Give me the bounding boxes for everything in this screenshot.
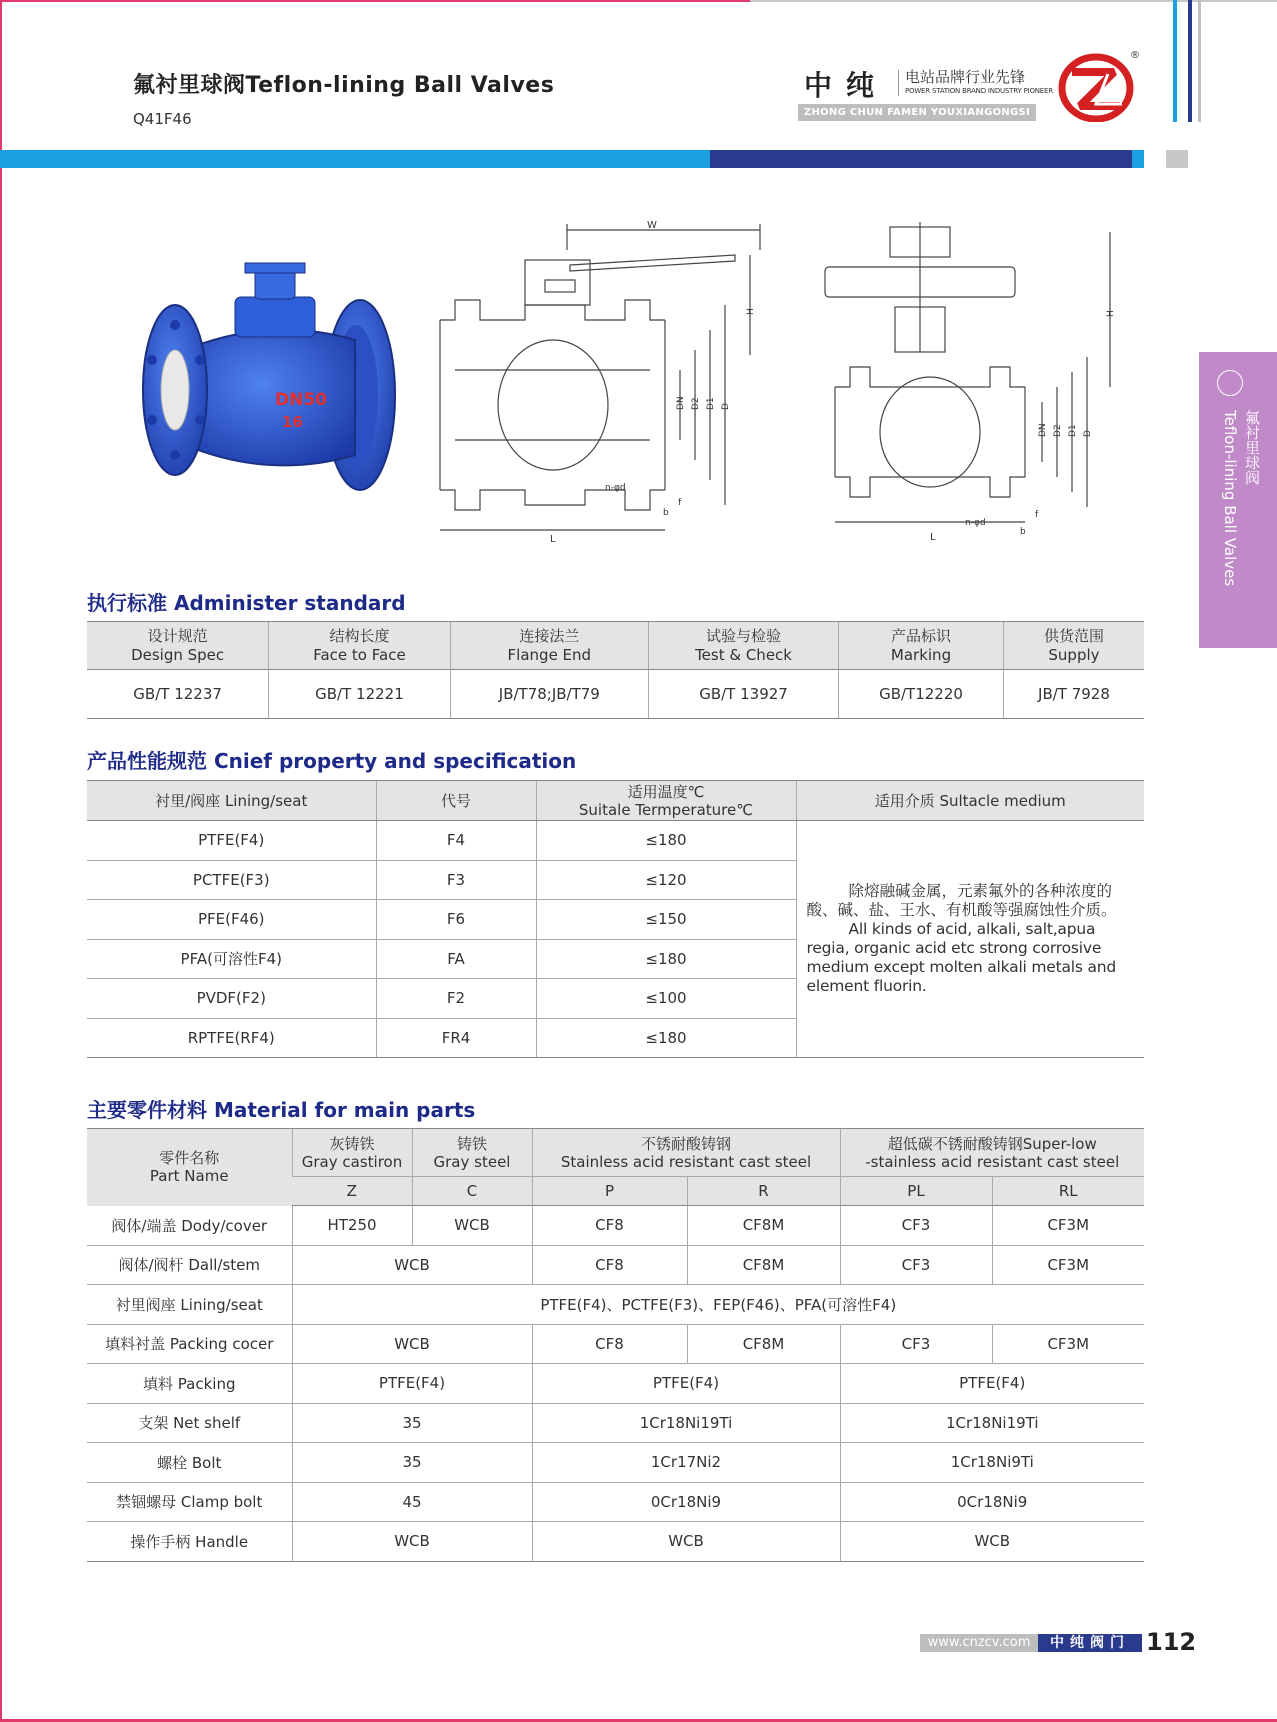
- medium-description: [796, 821, 1144, 1058]
- decor-vline-navy: [1188, 0, 1192, 122]
- section-title-property: 产品性能规范 Cnief property and specification: [87, 749, 577, 773]
- table-row: RPTFE(RF4) FR4 ≤180: [87, 1018, 1144, 1058]
- dim-label-d2-2: D2: [1053, 424, 1063, 437]
- dim-label-h: H: [746, 308, 756, 315]
- dim-label-dn: DN: [676, 396, 686, 410]
- dim-label-f: f: [678, 498, 682, 508]
- header-band-navy: [710, 150, 1132, 168]
- dim-label-l: L: [550, 534, 556, 545]
- header-temperature: 适用温度℃ Suitale Termperature℃: [536, 781, 796, 821]
- footer-url: www.cnzcv.com: [920, 1634, 1038, 1652]
- table-row: PFE(F46) F6 ≤150: [87, 900, 1144, 940]
- dim-label-b: b: [663, 508, 669, 518]
- table-row: PCTFE(F3) F3 ≤120: [87, 860, 1144, 900]
- dim-label-f-2: f: [1035, 510, 1039, 520]
- dim-label-d2: D2: [691, 397, 701, 410]
- code-pl: PL: [840, 1177, 992, 1206]
- table-row: 填料 Packing PTFE(F4) PTFE(F4) PTFE(F4): [87, 1364, 1144, 1404]
- table-row: 阀体/阀杆 Dall/stem WCB CF8 CF8M CF3 CF3M: [87, 1245, 1144, 1285]
- dim-label-h-2: H: [1106, 310, 1116, 317]
- header-test-check: 试验与检验 Test & Check: [648, 622, 838, 670]
- decor-vline-gray: [1198, 0, 1201, 122]
- model-number: Q41F46: [133, 110, 192, 128]
- code-p: P: [532, 1177, 687, 1206]
- header-code: 代号: [376, 781, 536, 821]
- header-part-name: 零件名称 Part Name: [87, 1129, 292, 1206]
- header-band-cyan: [0, 150, 710, 168]
- table-row: 支架 Net shelf 35 1Cr18Ni19Ti 1Cr18Ni19Ti: [87, 1403, 1144, 1443]
- code-r: R: [687, 1177, 840, 1206]
- code-rl: RL: [992, 1177, 1144, 1206]
- header-stainless: 不锈耐酸铸钢 Stainless acid resistant cast steel: [532, 1129, 840, 1177]
- value-marking: GB/T12220: [839, 670, 1004, 719]
- header-marking: 产品标识 Marking: [839, 622, 1004, 670]
- standard-table: [87, 621, 1144, 719]
- valve-section-drawing-lever: [435, 220, 775, 555]
- page-number: 112: [1146, 1628, 1197, 1656]
- table-row: 衬里阀座 Lining/seat PTFE(F4)、PCTFE(F3)、FEP(F46)、PFA(可溶性F4): [87, 1285, 1144, 1325]
- company-logo: [1058, 48, 1140, 122]
- header-supply: 供货范围 Supply: [1003, 622, 1144, 670]
- medium-en: All kinds of acid, alkali, salt,apua regia, organic acid etc strong corrosive medium except molten alkali metals and element fluorin.: [806, 920, 1117, 995]
- section-title-standard: 执行标准 Administer standard: [87, 591, 406, 615]
- code-z: Z: [292, 1177, 412, 1206]
- side-section-tab: [1199, 352, 1277, 648]
- table-row: 阀体/端盖 Dody/cover HT250 WCB CF8 CF8M CF3 CF3M: [87, 1206, 1144, 1246]
- brand-slogan-en: POWER STATION BRAND INDUSTRY PIONEER: [905, 87, 1053, 95]
- standard-value-row: [87, 670, 1144, 719]
- page-frame-left: [0, 0, 2, 1722]
- brand-name-cn: 中纯: [804, 69, 889, 102]
- dim-label-w: W: [647, 220, 657, 231]
- value-flange-end: JB/T78;JB/T79: [450, 670, 648, 719]
- dim-label-nd: n-φd: [605, 483, 626, 493]
- dim-label-l-2: L: [930, 532, 936, 543]
- table-row: 螺栓 Bolt 35 1Cr17Ni2 1Cr18Ni9Ti: [87, 1443, 1144, 1483]
- side-tab-en: Teflon-lining Ball Valves: [1221, 410, 1239, 587]
- dim-label-d1-2: D1: [1068, 424, 1078, 437]
- header-gray-castiron: 灰铸铁 Gray castiron: [292, 1129, 412, 1177]
- header-band-gray: [1166, 150, 1188, 168]
- value-face-to-face: GB/T 12221: [269, 670, 450, 719]
- brand-name-en: ZHONG CHUN FAMEN YOUXIANGONGSI: [798, 104, 1036, 121]
- header-flange-end: 连接法兰 Flange End: [450, 622, 648, 670]
- registered-mark: ®: [1130, 50, 1140, 61]
- property-table: [87, 780, 1144, 1058]
- header-design-spec: 设计规范 Design Spec: [87, 622, 269, 670]
- material-table: [87, 1128, 1144, 1562]
- tab-circle-icon: [1217, 370, 1243, 396]
- header-lining: 衬里/阀座 Lining/seat: [87, 781, 376, 821]
- dim-label-b-2: b: [1020, 527, 1026, 537]
- side-tab-cn: 氟衬里球阀: [1243, 410, 1261, 485]
- property-header-row: [87, 781, 1144, 821]
- dim-label-d: D: [721, 403, 731, 410]
- table-row: 操作手柄 Handle WCB WCB WCB: [87, 1522, 1144, 1562]
- value-supply: JB/T 7928: [1003, 670, 1144, 719]
- page-title: 氟衬里球阀Teflon-lining Ball Valves: [133, 73, 555, 98]
- header-face-to-face: 结构长度 Face to Face: [269, 622, 450, 670]
- dim-label-d-2: D: [1083, 430, 1093, 437]
- material-header-row: [87, 1129, 1144, 1177]
- footer-company-name: 中纯阀门: [1038, 1634, 1142, 1652]
- header-band-cyan-end: [1132, 150, 1144, 168]
- table-row: PFA(可溶性F4) FA ≤180: [87, 939, 1144, 979]
- valve-photo: [130, 255, 410, 520]
- valve-section-drawing-wheel: [810, 222, 1140, 557]
- section-title-material: 主要零件材料 Material for main parts: [87, 1098, 476, 1122]
- value-design-spec: GB/T 12237: [87, 670, 269, 719]
- header-gray-steel: 铸铁 Gray steel: [412, 1129, 532, 1177]
- table-row: PTFE(F4) F4 ≤180 除熔融碱金属，元素氟外的各种浓度的酸、碱、盐、王水、有机酸等强腐蚀性介质。 All kinds of acid, alkali, salt,apua regia, organic acid etc strong corrosive medium except molten alkali metals and element fluorin.: [87, 821, 1144, 861]
- dim-label-dn-2: DN: [1038, 423, 1048, 437]
- valve-marking-pressure: 16: [282, 413, 303, 431]
- table-row: PVDF(F2) F2 ≤100: [87, 979, 1144, 1019]
- standard-header-row: [87, 622, 1144, 670]
- header-low-carbon: 超低碳不锈耐酸铸钢Super-low -stainless acid resistant cast steel: [840, 1129, 1144, 1177]
- brand-separator: [898, 70, 899, 96]
- table-row: 禁锢螺母 Clamp bolt 45 0Cr18Ni9 0Cr18Ni9: [87, 1482, 1144, 1522]
- header-medium: 适用介质 Sultacle medium: [796, 781, 1144, 821]
- brand-slogan-cn: 电站品牌行业先锋: [905, 68, 1026, 86]
- dim-label-nd-2: n-φd: [965, 518, 986, 528]
- decor-vline-cyan: [1173, 0, 1177, 122]
- code-c: C: [412, 1177, 532, 1206]
- table-row: 填料衬盖 Packing cocer WCB CF8 CF8M CF3 CF3M: [87, 1324, 1144, 1364]
- side-tab-label: [1219, 410, 1263, 586]
- valve-marking-size: DN50: [275, 390, 327, 410]
- value-test-check: GB/T 13927: [648, 670, 838, 719]
- medium-cn: 除熔融碱金属，元素氟外的各种浓度的酸、碱、盐、王水、有机酸等强腐蚀性介质。: [806, 882, 1117, 919]
- dim-label-d1: D1: [706, 397, 716, 410]
